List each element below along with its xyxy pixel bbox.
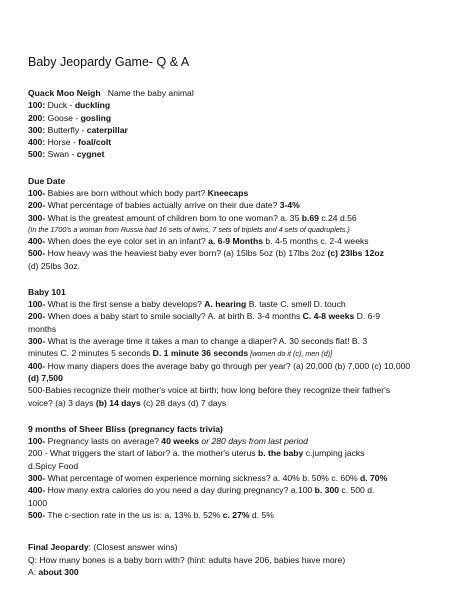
points: 200- [28,311,46,322]
heading-subtitle: : (Closest answer wins) [88,542,178,553]
answer-text: b.69 [301,212,319,223]
section-final-jeopardy [28,541,444,578]
page-title: Baby Jeopardy Game- Q & A [28,55,190,69]
section-quack-moo-neigh [28,87,444,161]
points: 100: [28,100,46,111]
question-text: Duck - [45,100,75,111]
question-text: The c-section rate in the us is: a. 13% b. 52% [45,509,223,520]
answer-text: D. 1 minute 36 seconds [152,348,249,359]
question-line [28,335,444,347]
answer-text: 3-4% [279,200,300,211]
points: 400- [28,235,46,246]
points: 300- [28,473,46,484]
options-text: c. 500 d. [339,485,375,496]
question-line [28,360,444,372]
question-line: 500-Babies recognize their mother's voice at birth; how long before they recognize their father's [28,385,391,396]
answer-text: b. 300 [314,485,340,496]
options-text: b. 4-5 months c. 2-4 weeks [263,235,369,246]
question-text: Goose - [45,112,81,123]
section-heading: Baby 101 [28,286,66,297]
section-baby-101 [28,286,444,409]
answer-text: a. 6-9 Months [208,235,264,246]
question-text: Pregnancy lasts on average? [45,436,162,447]
question-text: Butterfly - [45,124,87,135]
section-heading: 9 months of Sheer Bliss (pregnancy facts trivia) [28,423,223,434]
question-text: When does the eye color set in an infant? [45,235,209,246]
answer-text: (b) 14 days [95,397,141,408]
answer-note: or 280 days from last period [199,436,308,447]
options-text: D. 6-9 [354,311,381,322]
question-line [28,435,444,447]
question-text: How many diapers does the average baby go through per year? (a) 20,000 (b) 7,000 (c) 10,000 [45,360,411,371]
options-text: c.jumping jacks [303,448,365,459]
question-line [28,247,444,259]
question-line [28,298,444,310]
options-text: d. 5% [249,509,274,520]
question-line [28,484,444,496]
answer-text: duckling [74,100,111,111]
answer-text: (c) 23lbs 12oz [327,248,384,259]
points: 300: [28,124,46,135]
question-line [28,509,444,521]
points: 500: [28,149,46,160]
points: 400- [28,485,46,496]
heading-text: Final Jeopardy [28,542,89,553]
question-text: Babies are born without which body part? [45,188,208,199]
points: 300- [28,212,46,223]
answer-line [28,136,444,148]
answer-line [28,112,444,124]
answer-text: b. the baby [257,448,304,459]
question-line-continued [28,347,444,359]
question-line [28,472,444,484]
question-line-continued [28,397,444,409]
points: 300- [28,336,46,347]
answer-text: gosling [80,112,112,123]
answer-line [28,124,444,136]
answer-text: C. 4-8 weeks [302,311,355,322]
section-heading [28,87,444,99]
question-line [28,212,444,224]
options-text: B. taste C. smell D. touch [246,299,346,310]
question-line [28,235,444,247]
footnote: (In the 1700's a woman from Russia had 16 sets of twins, 7 sets of triplets and 4 sets of quadruplets.) [28,224,350,234]
question-text: Swan - [45,149,77,160]
options-text: minutes C. 2 minutes 5 seconds [28,348,153,359]
question-line [28,447,444,459]
answer-line [28,148,444,160]
points: 100- [28,188,46,199]
answer-text: about 300 [38,566,79,577]
answer-text: c. 27% [222,509,250,520]
question-line-continued: months [28,323,57,334]
points: 100- [28,436,46,447]
answer-prefix: A: [28,566,39,577]
answer-text: caterpillar [86,124,128,135]
final-answer [28,566,444,578]
options-text: (c) 28 days (d) 7 days [140,397,227,408]
question-text: How heavy was the heaviest baby ever born? (a) 15lbs 5oz (b) 17lbs 2oz [45,248,328,259]
question-text: What percentage of babies actually arrive on their due date? [45,200,280,211]
points: 100- [28,299,46,310]
question-line-continued: (d) 25lbs 3oz. [28,260,81,271]
options-text: c.24 d.56 [318,212,357,223]
points: 200: [28,112,46,123]
answer-text: cygnet [76,149,105,160]
question-text: What percentage of women experience morning sickness? a. 40% b. 50% c. 60% [45,473,360,484]
answer-line-continued: (d) 7,500 [28,372,63,383]
question-text: What is the greatest amount of children born to one woman? a. 35 [45,212,302,223]
heading-subtitle: Name the baby animal [107,88,194,98]
answer-note: [women do it (c), men (d)] [248,349,333,359]
points: 400- [28,360,46,371]
final-question: Q: How many bones is a baby born with? (hint: adults have 206, babies have more) [28,554,346,565]
answer-text: A. hearing [204,299,247,310]
heading-text: Quack Moo Neigh [28,88,101,98]
question-text: Horse - [45,137,79,148]
answer-line [28,99,444,111]
points: 500- [28,248,46,259]
question-text: What is the average time it takes a man to change a diaper? A. 30 seconds flat! B. 3 [45,336,368,347]
options-text: voice? (a) 3 days [28,397,96,408]
answer-text: foal/colt [78,137,112,148]
points: 500- [28,509,46,520]
question-line [28,310,444,322]
section-heading: Due Date [28,175,66,186]
question-text: What is the first sense a baby develops? [45,299,205,310]
question-line [28,199,444,211]
question-line [28,187,444,199]
answer-text: 40 weeks [161,436,200,447]
points: 400: [28,137,46,148]
question-text: 200 - What triggers the start of labor? a. the mother's uterus [28,448,258,459]
answer-text: Kneecaps [207,188,249,199]
question-line-continued: d.Spicy Food [28,460,79,471]
question-text: When does a baby start to smile socially? A. at birth B. 3-4 months [45,311,303,322]
answer-text: d. 70% [360,473,388,484]
section-pregnancy-trivia [28,423,444,521]
question-text: How many extra calories do you need a day during pregnancy? a.100 [45,485,315,496]
section-heading [28,541,444,553]
section-due-date [28,175,444,272]
question-line-continued: 1000 [28,497,48,508]
points: 200- [28,200,46,211]
